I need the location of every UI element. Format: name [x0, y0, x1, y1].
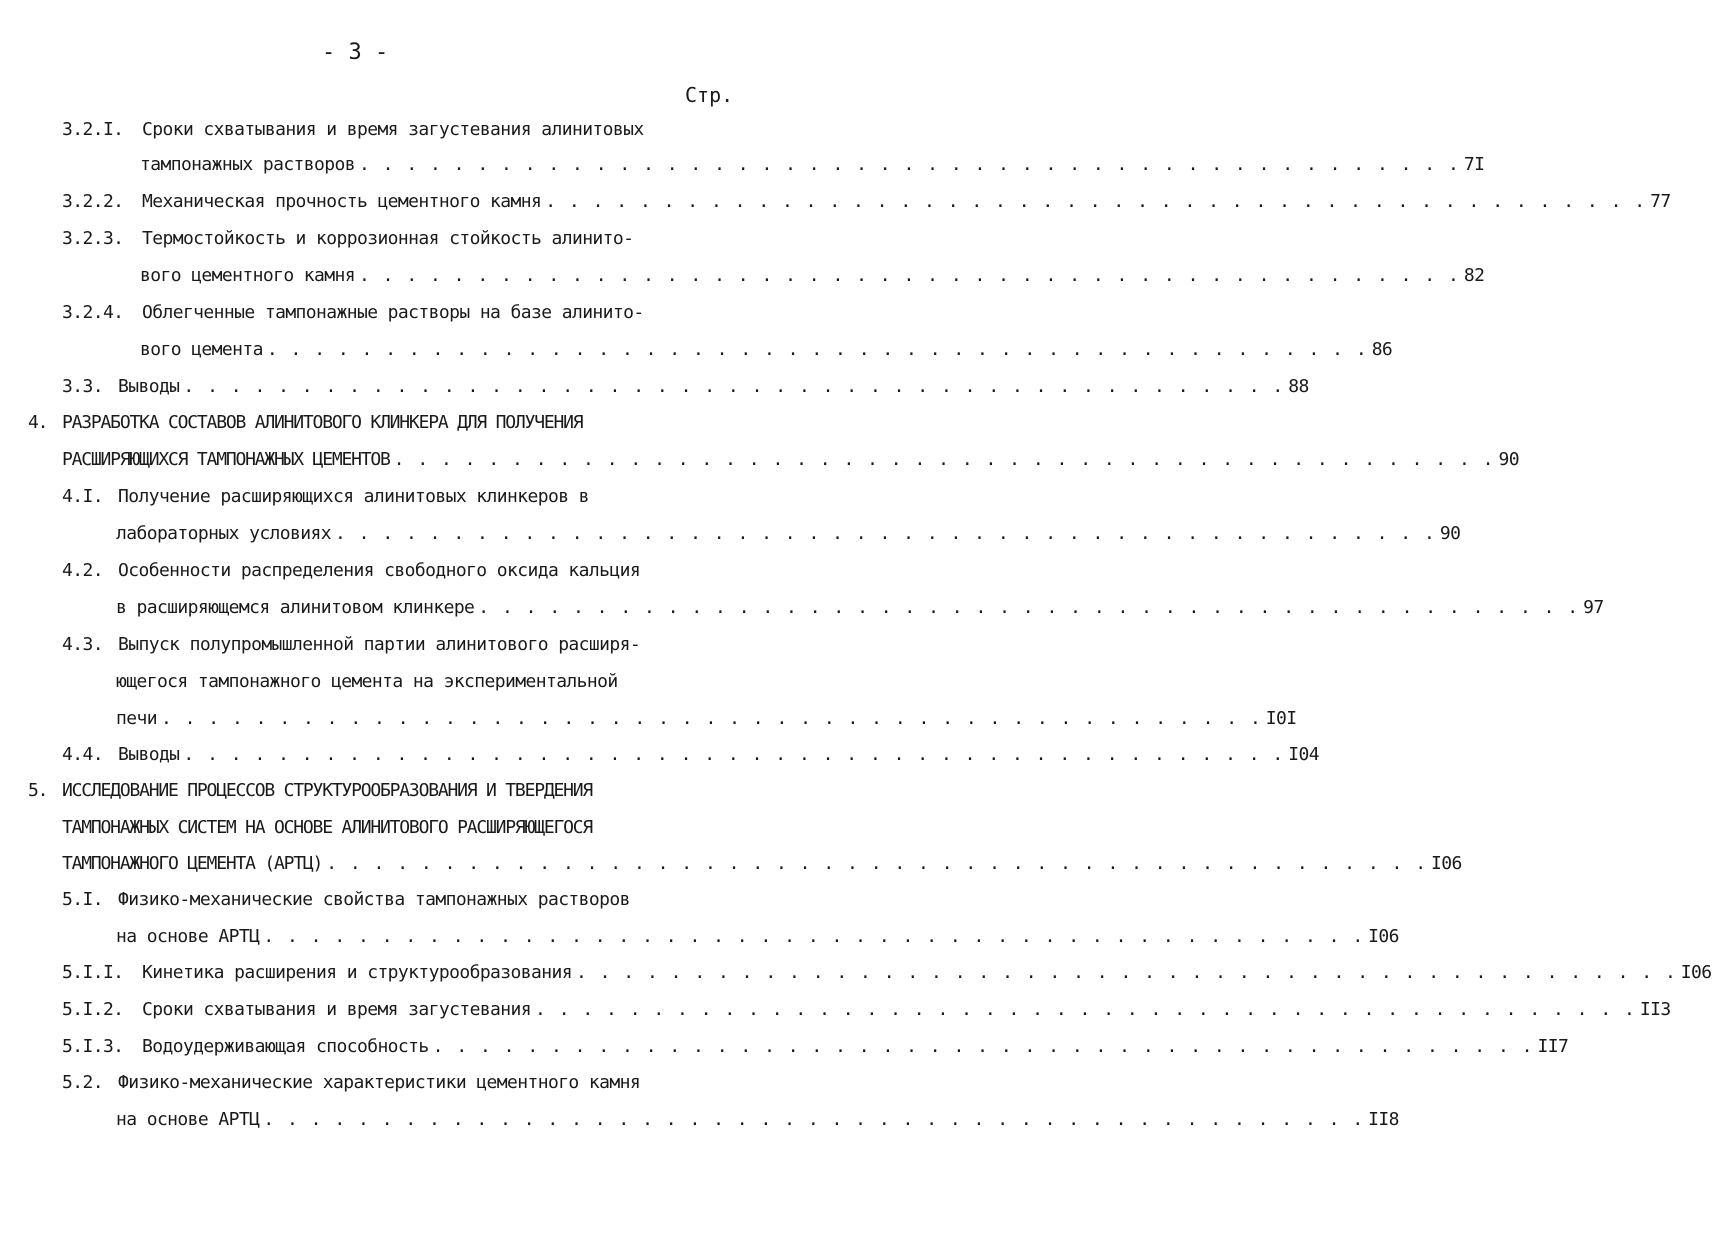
- toc-entry-line: [116, 1105, 1399, 1135]
- toc-entry-number: 4.I.: [62, 486, 103, 507]
- toc-leader-dots: . . . . . . . . . . . . . . . . . . . . . . . . . . . . . . . . . . . . . . . . . . . . . . .: [326, 853, 1428, 874]
- toc-entry-number: 5.I.3.: [62, 1036, 124, 1057]
- toc-leader-dots: . . . . . . . . . . . . . . . . . . . . . . . . . . . . . . . . . . . . . . . . . . . . . . .: [432, 1036, 1534, 1057]
- toc-entry-title: на основе АРТЦ: [116, 926, 260, 947]
- toc-leader-dots: . . . . . . . . . . . . . . . . . . . . . . . . . . . . . . . . . . . . . . . . . . . . . . .: [478, 597, 1580, 618]
- toc-entry-line: [28, 776, 592, 806]
- toc-entry-title: вого цемента: [140, 339, 263, 360]
- toc-page-number: 77: [1650, 191, 1671, 212]
- toc-page-number: 86: [1371, 339, 1393, 360]
- toc-entry-number: 4.2.: [62, 560, 103, 581]
- toc-page-number: II7: [1537, 1036, 1569, 1057]
- toc-page-number: I0I: [1265, 708, 1297, 729]
- toc-entry-title: ТАМПОНАЖНОГО ЦЕМЕНТА (АРТЦ): [62, 853, 323, 874]
- toc-entry-line: [62, 115, 644, 145]
- toc-entry-line: [62, 372, 1309, 402]
- toc-entry-line: [140, 150, 1485, 180]
- toc-entry-title: РАСШИРЯЮЩИХСЯ ТАМПОНАЖНЫХ ЦЕМЕНТОВ: [62, 449, 390, 470]
- toc-page-number: 7I: [1463, 154, 1485, 175]
- toc-entry-number: 5.I.2.: [62, 999, 124, 1020]
- toc-leader-dots: . . . . . . . . . . . . . . . . . . . . . . . . . . . . . . . . . . . . . . . . . . . . . . .: [183, 376, 1285, 397]
- toc-entry-title: 4.4. Выводы: [62, 740, 179, 770]
- toc-leader-dots: . . . . . . . . . . . . . . . . . . . . . . . . . . . . . . . . . . . . . . . . . . . . . . .: [545, 191, 1647, 212]
- toc-entry-line: [62, 556, 640, 586]
- toc-leader-dots: . . . . . . . . . . . . . . . . . . . . . . . . . . . . . . . . . . . . . . . . . . . . . . .: [358, 265, 1460, 286]
- toc-entry-title: ИССЛЕДОВАНИЕ ПРОЦЕССОВ СТРУКТУРООБРАЗОВАНИЯ И ТВЕРДЕНИЯ: [62, 780, 593, 801]
- toc-leader-dots: . . . . . . . . . . . . . . . . . . . . . . . . . . . . . . . . . . . . . . . . . . . . . . .: [263, 926, 1365, 947]
- toc-entry-number: 5.: [28, 780, 48, 801]
- toc-entry-line: [62, 1032, 1569, 1062]
- toc-entry-number: 5.I.I.: [62, 962, 124, 983]
- toc-leader-dots: . . . . . . . . . . . . . . . . . . . . . . . . . . . . . . . . . . . . . . . . . . . . . . .: [393, 449, 1495, 470]
- toc-entry-title: Сроки схватывания и время загустевания алинитовых: [142, 119, 644, 140]
- toc-page-number: 90: [1498, 449, 1519, 470]
- toc-page-number: 88: [1288, 376, 1309, 397]
- toc-entry-line: [62, 482, 589, 512]
- toc-entry-title: Облегченные тампонажные растворы на базе алинито-: [142, 302, 644, 323]
- toc-page-number: II3: [1639, 999, 1671, 1020]
- toc-entry-title: Физико-механические характеристики цементного камня: [118, 1072, 641, 1093]
- toc-page-number: I06: [1368, 926, 1399, 947]
- toc-leader-dots: . . . . . . . . . . . . . . . . . . . . . . . . . . . . . . . . . . . . . . . . . . . . . . .: [358, 154, 1460, 175]
- toc-page-number: I06: [1431, 853, 1462, 874]
- toc-entry-title: на основе АРТЦ: [116, 1109, 260, 1130]
- toc-entry-title: Выпуск полупромышленной партии алинитового расширя-: [118, 634, 641, 655]
- toc-entry-line: [62, 630, 640, 660]
- toc-leader-dots: . . . . . . . . . . . . . . . . . . . . . . . . . . . . . . . . . . . . . . . . . . . . . . .: [334, 523, 1436, 544]
- toc-entry-line: [116, 667, 618, 697]
- toc-leader-dots: . . . . . . . . . . . . . . . . . . . . . . . . . . . . . . . . . . . . . . . . . . . . . . .: [266, 339, 1368, 360]
- toc-page-number: 90: [1439, 523, 1461, 544]
- toc-entry-number: 3.2.3.: [62, 228, 124, 249]
- toc-page-number: 97: [1583, 597, 1604, 618]
- toc-entry-line: [62, 995, 1671, 1025]
- toc-entry-line: [116, 704, 1297, 734]
- toc-entry-line: [116, 922, 1399, 952]
- toc-entry-title: 5.I.3. Водоудерживающая способность: [62, 1032, 429, 1062]
- toc-entry-number: 3.3.: [62, 376, 103, 397]
- toc-entry-number: 5.2.: [62, 1072, 103, 1093]
- toc-entry-line: [62, 224, 633, 254]
- toc-entry-title: 5.I.2. Сроки схватывания и время загустевания: [62, 995, 531, 1025]
- toc-entry-title: 5.I.I. Кинетика расширения и структурообразования: [62, 958, 572, 988]
- toc-entry-number: 4.3.: [62, 634, 103, 655]
- toc-entry-title: ющегося тампонажного цемента на экспериментальной: [116, 671, 618, 692]
- page-column-label: Стр.: [685, 83, 734, 107]
- toc-leader-dots: . . . . . . . . . . . . . . . . . . . . . . . . . . . . . . . . . . . . . . . . . . . . . . .: [263, 1109, 1365, 1130]
- toc-entry-line: [62, 740, 1319, 770]
- toc-entry-line: [62, 187, 1671, 217]
- toc-entry-number: 5.I.: [62, 889, 103, 910]
- toc-entry-title: вого цементного камня: [140, 265, 355, 286]
- toc-entry-line: [140, 261, 1485, 291]
- toc-entry-line: [62, 445, 1519, 475]
- toc-entry-line: [62, 958, 1712, 988]
- toc-entry-title: Термостойкость и коррозионная стойкость алинито-: [142, 228, 634, 249]
- toc-entry-line: [116, 519, 1461, 549]
- toc-entry-title: лабораторных условиях: [116, 523, 331, 544]
- toc-entry-title: Особенности распределения свободного оксида кальция: [118, 560, 641, 581]
- toc-leader-dots: . . . . . . . . . . . . . . . . . . . . . . . . . . . . . . . . . . . . . . . . . . . . . . .: [183, 744, 1285, 765]
- toc-entry-number: 3.2.4.: [62, 302, 124, 323]
- toc-entry-title: Получение расширяющихся алинитовых клинкеров в: [118, 486, 589, 507]
- toc-entry-title: тампонажных растворов: [140, 154, 355, 175]
- toc-entry-line: [62, 849, 1462, 879]
- toc-entry-title: РАЗРАБОТКА СОСТАВОВ АЛИНИТОВОГО КЛИНКЕРА ДЛЯ ПОЛУЧЕНИЯ: [62, 412, 583, 433]
- toc-entry-number: 4.4.: [62, 744, 103, 765]
- toc-entry-line: [28, 408, 582, 438]
- toc-page-number: 82: [1463, 265, 1485, 286]
- toc-entry-title: 3.3. Выводы: [62, 372, 179, 402]
- toc-page-number: I04: [1288, 744, 1319, 765]
- toc-entry-line: [62, 813, 592, 843]
- toc-leader-dots: . . . . . . . . . . . . . . . . . . . . . . . . . . . . . . . . . . . . . . . . . . . . . . .: [535, 999, 1636, 1020]
- toc-entry-line: [62, 1068, 640, 1098]
- toc-entry-line: [62, 298, 644, 328]
- toc-entry-number: 4.: [28, 412, 48, 433]
- toc-entry-title: 3.2.2. Механическая прочность цементного камня: [62, 187, 541, 217]
- toc-page-number: I06: [1680, 962, 1712, 983]
- toc-page-number: II8: [1368, 1109, 1399, 1130]
- toc-entry-number: 3.2.2.: [62, 191, 124, 212]
- toc-entry-title: ТАМПОНАЖНЫХ СИСТЕМ НА ОСНОВЕ АЛИНИТОВОГО РАСШИРЯЮЩЕГОСЯ: [62, 817, 593, 838]
- toc-entry-number: 3.2.I.: [62, 119, 124, 140]
- toc-entry-line: [140, 335, 1393, 365]
- page-number: - 3 -: [322, 40, 389, 65]
- toc-entry-title: в расширяющемся алинитовом клинкере: [116, 597, 475, 618]
- toc-entry-title: печи: [116, 708, 157, 729]
- toc-entry-title: Физико-механические свойства тампонажных растворов: [118, 889, 630, 910]
- toc-entry-line: [116, 593, 1604, 623]
- toc-entry-line: [62, 885, 630, 915]
- toc-leader-dots: . . . . . . . . . . . . . . . . . . . . . . . . . . . . . . . . . . . . . . . . . . . . . . .: [160, 708, 1262, 729]
- toc-leader-dots: . . . . . . . . . . . . . . . . . . . . . . . . . . . . . . . . . . . . . . . . . . . . . . .: [575, 962, 1677, 983]
